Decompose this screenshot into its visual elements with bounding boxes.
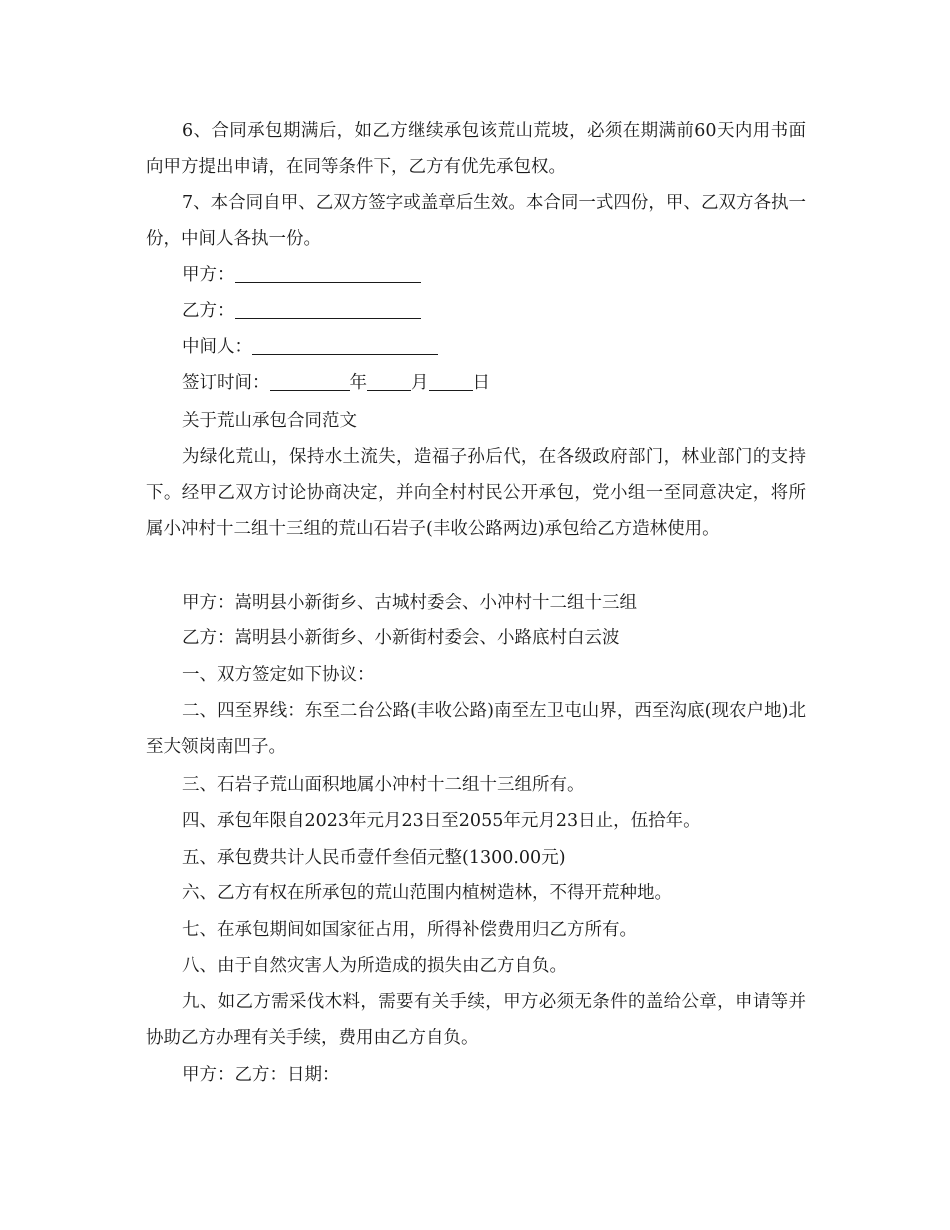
signature-line-intermediary [182, 329, 438, 365]
final-signature-line: 甲方：乙方：日期： [182, 1065, 340, 1085]
paragraph-renewal: 6、合同承包期满后，如乙方继续承包该荒山荒坡，必须在期满前60天内用书面向甲方提出申请，在同等条件下，乙方有优先承包权。 [146, 121, 806, 177]
clause-1: 一、双方签定如下协议： [182, 665, 375, 685]
section-title: 关于荒山承包合同范文 [182, 411, 357, 431]
clause-6: 六、乙方有权在所承包的荒山范围内植树造林，不得开荒种地。 [182, 883, 672, 903]
clause-9: 九、如乙方需采伐木料，需要有关手续，甲方必须无条件的盖给公章，申请等并协助乙方办理有关手续，费用由乙方自负。 [146, 992, 806, 1048]
signing-date-line [182, 365, 490, 401]
party-a-info: 甲方：嵩明县小新街乡、古城村委会、小冲村十二组十三组 [182, 593, 637, 613]
clause-7: 七、在承包期间如国家征占用，所得补偿费用归乙方所有。 [182, 920, 637, 940]
clause-3: 三、石岩子荒山面积地属小冲村十二组十三组所有。 [182, 775, 585, 795]
signature-label-party-b: 乙方： [182, 301, 235, 321]
paragraph-intro: 为绿化荒山，保持水土流失，造福子孙后代，在各级政府部门，林业部门的支持下。经甲乙双方讨论协商决定，并向全村村民公开承包，党小组一至同意决定，将所属小冲村十二组十三组的荒山石岩子(丰收公路两边)承包给乙方造林使用。 [146, 447, 806, 539]
signing-date-label: 签订时间： [182, 373, 270, 393]
day-label: 日 [472, 373, 490, 393]
signature-blank-party-b [235, 296, 421, 319]
month-blank [367, 368, 411, 391]
day-blank [429, 368, 473, 391]
clause-5: 五、承包费共计人民币壹仟叁佰元整(1300.00元) [182, 848, 566, 868]
month-label: 月 [411, 373, 429, 393]
signature-label-party-a: 甲方： [182, 265, 235, 285]
signature-blank-party-a [235, 260, 421, 283]
party-b-info: 乙方：嵩明县小新街乡、小新街村委会、小路底村白云波 [182, 628, 620, 648]
year-label: 年 [349, 373, 367, 393]
signature-line-party-b [182, 293, 421, 329]
year-blank [270, 368, 350, 391]
signature-line-party-a [182, 257, 421, 293]
clause-2: 二、四至界线：东至二台公路(丰收公路)南至左卫屯山界，西至沟底(现农户地)北至大领岗南凹子。 [146, 701, 806, 757]
paragraph-effective: 7、本合同自甲、乙双方签字或盖章后生效。本合同一式四份，甲、乙双方各执一份，中间人各执一份。 [146, 193, 806, 249]
clause-8: 八、由于自然灾害人为所造成的损失由乙方自负。 [182, 956, 567, 976]
signature-blank-intermediary [252, 332, 438, 355]
signature-label-intermediary: 中间人： [182, 337, 252, 357]
clause-4: 四、承包年限自2023年元月23日至2055年元月23日止，伍拾年。 [182, 811, 701, 831]
